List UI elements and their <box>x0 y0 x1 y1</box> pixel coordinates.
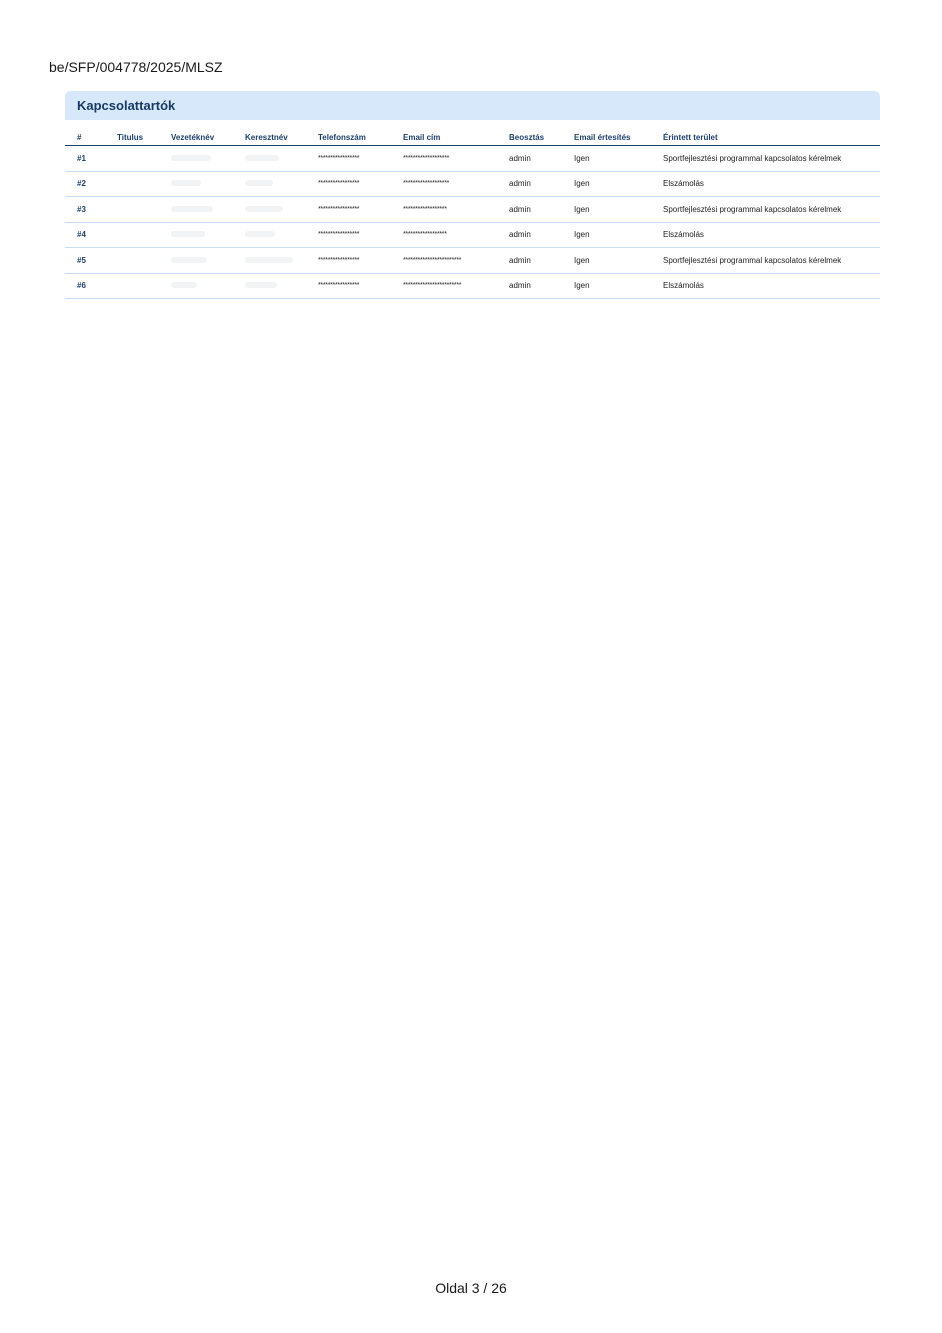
table-row <box>65 171 880 197</box>
cell-email: ****************** <box>391 197 497 223</box>
cell-email: ************************ <box>391 248 497 274</box>
cell-title <box>105 273 159 299</box>
cell-firstname-redacted <box>233 146 306 172</box>
cell-phone: ***************** <box>306 273 391 299</box>
cell-email: ******************* <box>391 146 497 172</box>
row-number: #4 <box>65 222 105 248</box>
cell-email-notification: Igen <box>562 197 651 223</box>
cell-title <box>105 171 159 197</box>
cell-area: Sportfejlesztési programmal kapcsolatos kérelmek <box>651 197 880 223</box>
cell-firstname-redacted <box>233 197 306 223</box>
col-header-email-notification: Email értesítés <box>562 129 651 146</box>
cell-lastname-redacted <box>159 273 233 299</box>
cell-phone: ***************** <box>306 171 391 197</box>
col-header-title: Titulus <box>105 129 159 146</box>
cell-lastname-redacted <box>159 171 233 197</box>
cell-email-notification: Igen <box>562 273 651 299</box>
table-row <box>65 248 880 274</box>
cell-phone: ***************** <box>306 248 391 274</box>
col-header-position: Beosztás <box>497 129 562 146</box>
table-row <box>65 146 880 172</box>
cell-lastname-redacted <box>159 197 233 223</box>
contacts-table <box>65 129 880 299</box>
cell-email: ******************* <box>391 171 497 197</box>
cell-firstname-redacted <box>233 222 306 248</box>
col-header-email: Email cím <box>391 129 497 146</box>
cell-phone: ***************** <box>306 146 391 172</box>
cell-position: admin <box>497 248 562 274</box>
page-number: Oldal 3 / 26 <box>435 1280 507 1296</box>
table-header-row <box>65 129 880 146</box>
row-number: #5 <box>65 248 105 274</box>
cell-area: Sportfejlesztési programmal kapcsolatos kérelmek <box>651 248 880 274</box>
cell-title <box>105 248 159 274</box>
cell-email-notification: Igen <box>562 222 651 248</box>
table-row <box>65 197 880 223</box>
col-header-area: Érintett terület <box>651 129 880 146</box>
cell-lastname-redacted <box>159 248 233 274</box>
cell-title <box>105 197 159 223</box>
cell-area: Elszámolás <box>651 273 880 299</box>
cell-lastname-redacted <box>159 146 233 172</box>
contacts-section <box>65 91 880 299</box>
document-reference: be/SFP/004778/2025/MLSZ <box>49 59 223 75</box>
cell-position: admin <box>497 146 562 172</box>
table-row <box>65 273 880 299</box>
row-number: #1 <box>65 146 105 172</box>
cell-position: admin <box>497 222 562 248</box>
cell-position: admin <box>497 197 562 223</box>
col-header-phone: Telefonszám <box>306 129 391 146</box>
section-title: Kapcsolattartók <box>65 91 880 120</box>
cell-firstname-redacted <box>233 273 306 299</box>
table-row <box>65 222 880 248</box>
cell-email-notification: Igen <box>562 171 651 197</box>
cell-email-notification: Igen <box>562 146 651 172</box>
row-number: #3 <box>65 197 105 223</box>
cell-email: ****************** <box>391 222 497 248</box>
col-header-number: # <box>65 129 105 146</box>
cell-email: ************************ <box>391 273 497 299</box>
cell-phone: ***************** <box>306 197 391 223</box>
cell-phone: ***************** <box>306 222 391 248</box>
col-header-firstname: Keresztnév <box>233 129 306 146</box>
row-number: #6 <box>65 273 105 299</box>
cell-position: admin <box>497 171 562 197</box>
cell-lastname-redacted <box>159 222 233 248</box>
cell-firstname-redacted <box>233 171 306 197</box>
cell-title <box>105 222 159 248</box>
cell-firstname-redacted <box>233 248 306 274</box>
cell-email-notification: Igen <box>562 248 651 274</box>
cell-position: admin <box>497 273 562 299</box>
cell-area: Elszámolás <box>651 171 880 197</box>
row-number: #2 <box>65 171 105 197</box>
cell-area: Elszámolás <box>651 222 880 248</box>
cell-title <box>105 146 159 172</box>
col-header-lastname: Vezetéknév <box>159 129 233 146</box>
cell-area: Sportfejlesztési programmal kapcsolatos kérelmek <box>651 146 880 172</box>
